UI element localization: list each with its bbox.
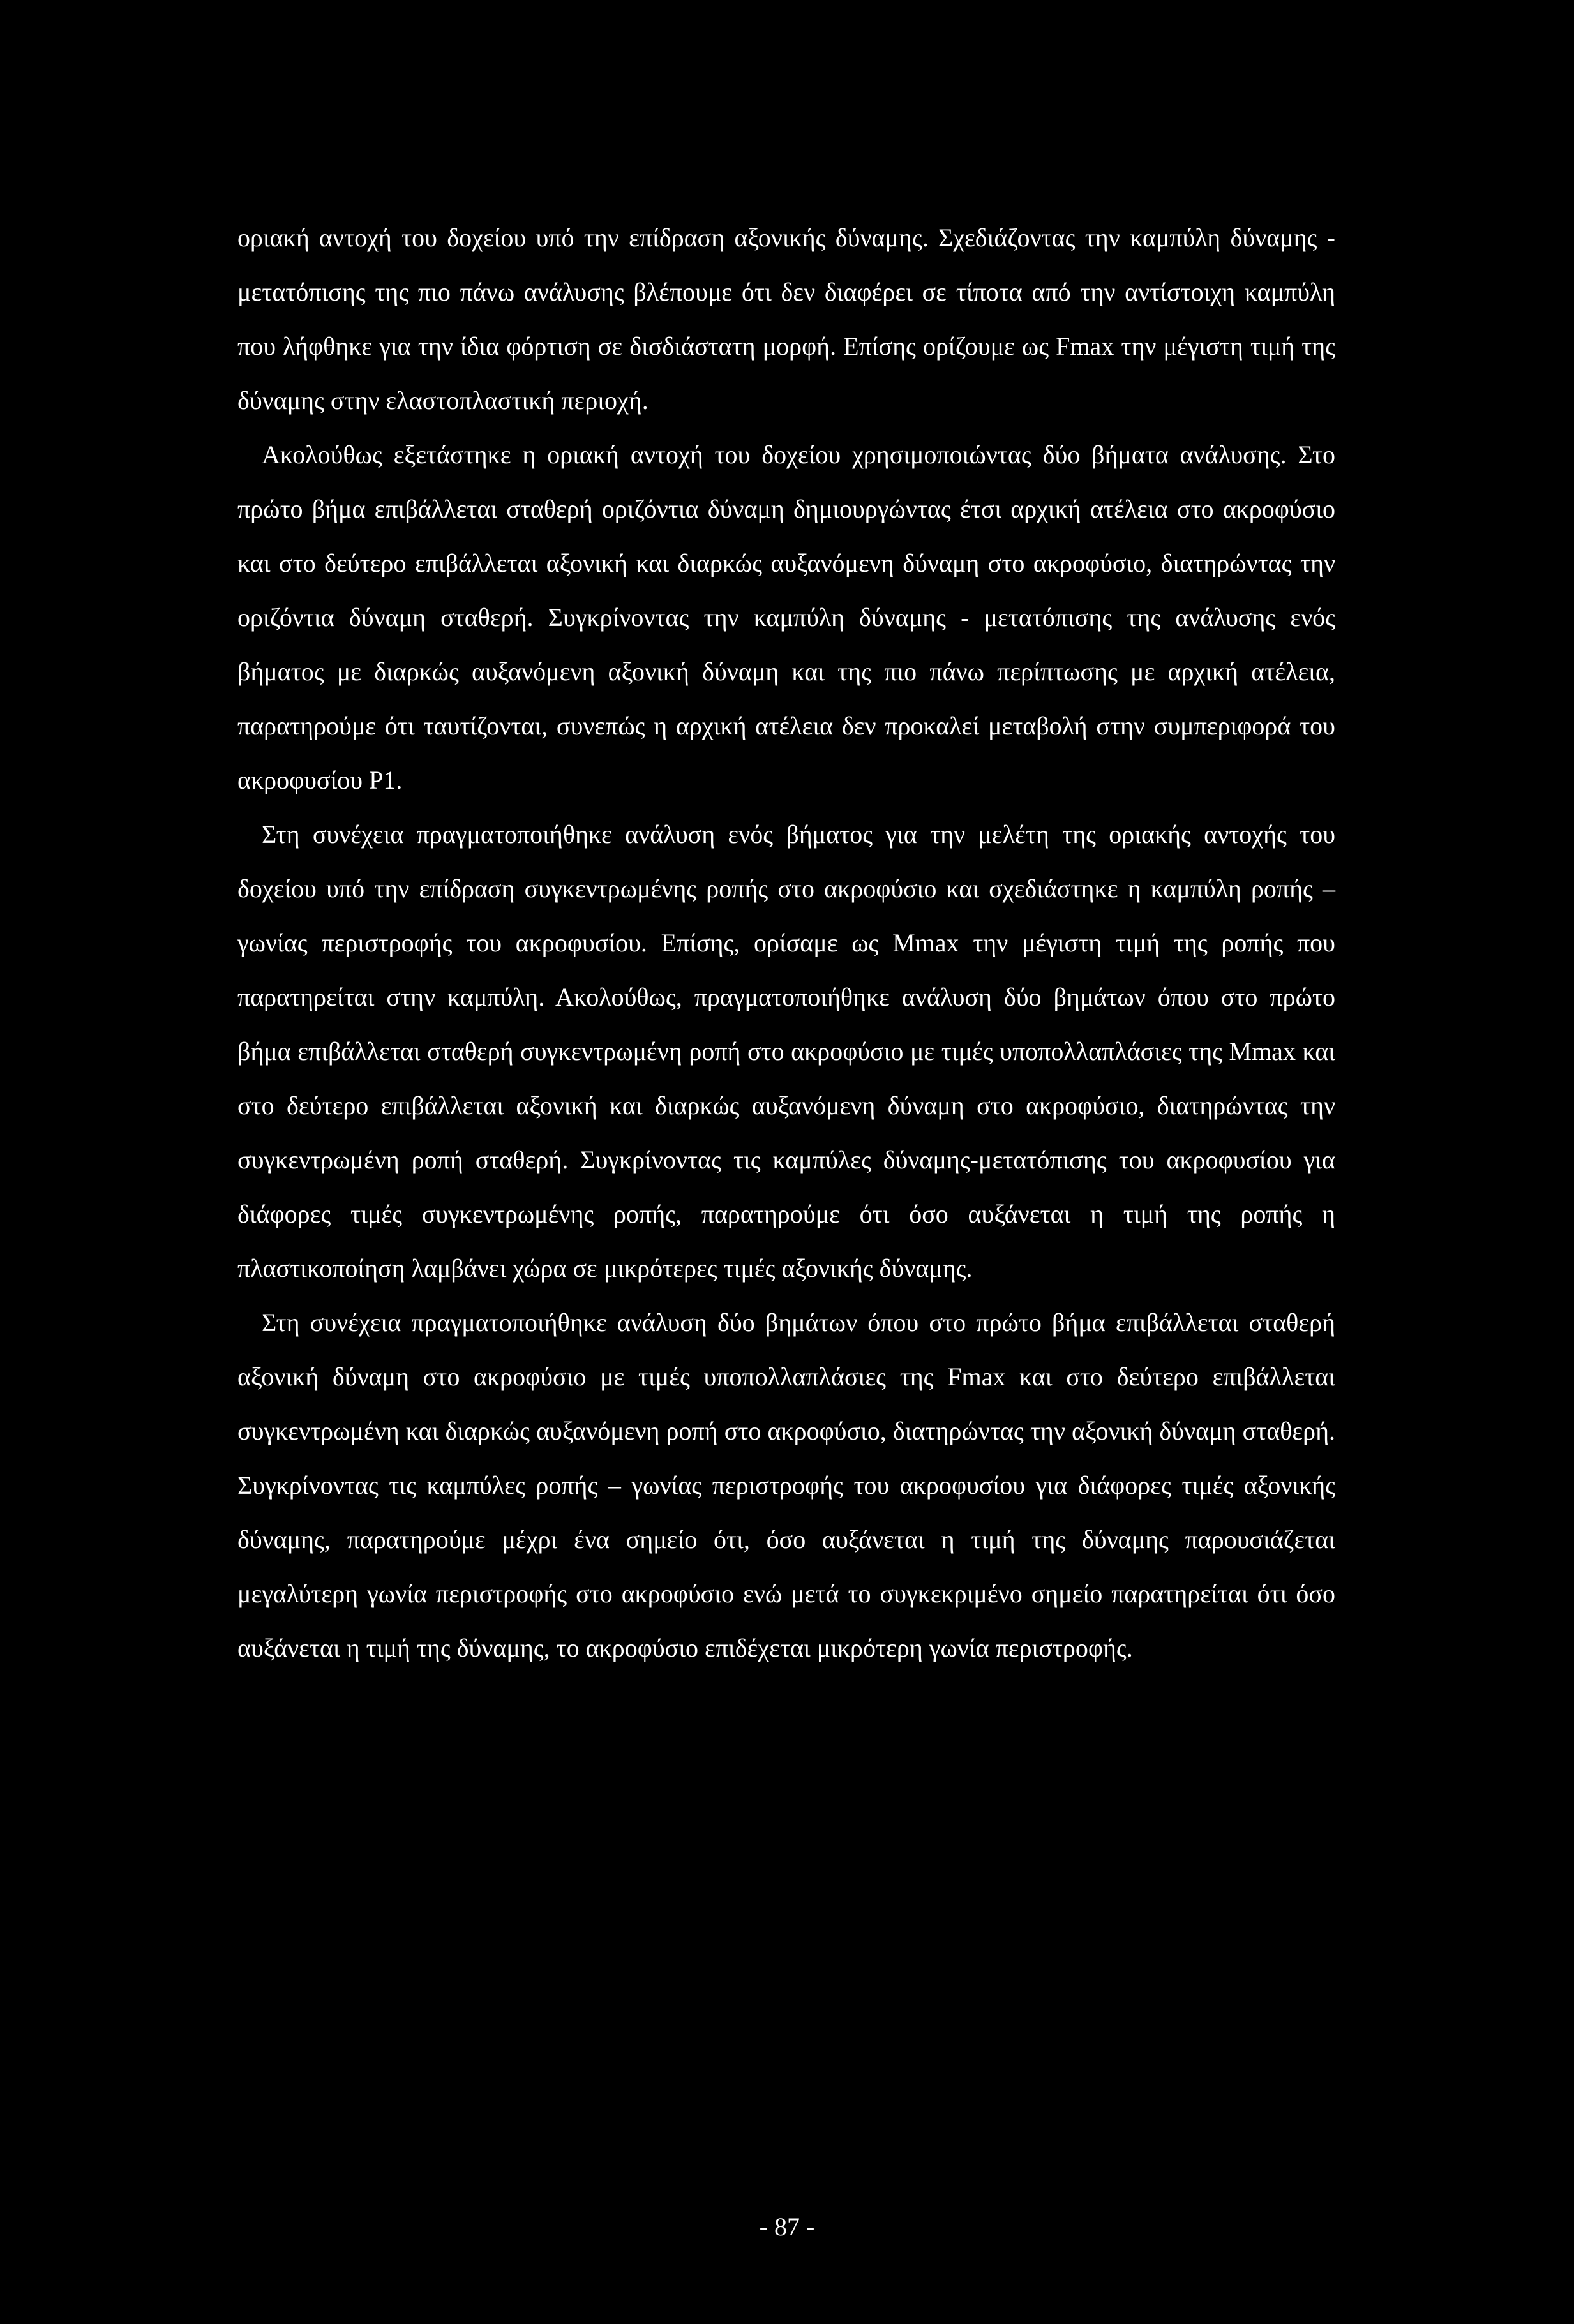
paragraph-3: Στη συνέχεια πραγματοποιήθηκε ανάλυση ενός βήματος για την μελέτη της οριακής αντοχής του δοχείου υπό την επίδραση συγκεντρωμένης ροπής στο ακροφύσιο και σχεδιάστηκε η καμπύλη ροπής – γωνίας περιστροφής του ακροφυσίου. Επίσης, ορίσαμε ως Mmax την μέγιστη τιμή της ροπής που παρατηρείται στην καμπύλη. Ακολούθως, πραγματοποιήθηκε ανάλυση δύο βημάτων όπου στο πρώτο βήμα επιβάλλεται σταθερή συγκεντρωμένη ροπή στο ακροφύσιο με τιμές υποπολλαπλάσιες της Mmax και στο δεύτερο επιβάλλεται αξονική και διαρκώς αυξανόμενη δύναμη στο ακροφύσιο, διατηρώντας την συγκεντρωμένη ροπή σταθερή. Συγκρίνοντας τις καμπύλες δύναμης-μετατόπισης του ακροφυσίου για διάφορες τιμές συγκεντρωμένης ροπής, παρατηρούμε ότι όσο αυξάνεται η τιμή της ροπής η πλαστικοποίηση λαμβάνει χώρα σε μικρότερες τιμές αξονικής δύναμης. [237, 820, 1335, 1283]
document-body [237, 211, 1335, 1675]
paragraph-2: Ακολούθως εξετάστηκε η οριακή αντοχή του δοχείου χρησιμοποιώντας δύο βήματα ανάλυσης. Στο πρώτο βήμα επιβάλλεται σταθερή οριζόντια δύναμη δημιουργώντας έτσι αρχική ατέλεια στο ακροφύσιο και στο δεύτερο επιβάλλεται αξονική και διαρκώς αυξανόμενη δύναμη στο ακροφύσιο, διατηρώντας την οριζόντια δύναμη σταθερή. Συγκρίνοντας την καμπύλη δύναμης - μετατόπισης της ανάλυσης ενός βήματος με διαρκώς αυξανόμενη αξονική δύναμη και της πιο πάνω περίπτωσης με αρχική ατέλεια, παρατηρούμε ότι ταυτίζονται, συνεπώς η αρχική ατέλεια δεν προκαλεί μεταβολή στην συμπεριφορά του ακροφυσίου P1. [237, 440, 1335, 794]
paragraph-4: Στη συνέχεια πραγματοποιήθηκε ανάλυση δύο βημάτων όπου στο πρώτο βήμα επιβάλλεται σταθερή αξονική δύναμη στο ακροφύσιο με τιμές υποπολλαπλάσιες της Fmax και στο δεύτερο επιβάλλεται συγκεντρωμένη και διαρκώς αυξανόμενη ροπή στο ακροφύσιο, διατηρώντας την αξονική δύναμη σταθερή. Συγκρίνοντας τις καμπύλες ροπής – γωνίας περιστροφής του ακροφυσίου για διάφορες τιμές αξονικής δύναμης, παρατηρούμε μέχρι ένα σημείο ότι, όσο αυξάνεται η τιμή της δύναμης παρουσιάζεται μεγαλύτερη γωνία περιστροφής στο ακροφύσιο ενώ μετά το συγκεκριμένο σημείο παρατηρείται ότι όσο αυξάνεται η τιμή της δύναμης, το ακροφύσιο επιδέχεται μικρότερη γωνία περιστροφής. [237, 1308, 1335, 1662]
page-number: - 87 - [759, 2212, 815, 2241]
paragraph-1: οριακή αντοχή του δοχείου υπό την επίδραση αξονικής δύναμης. Σχεδιάζοντας την καμπύλη δύναμης - μετατόπισης της πιο πάνω ανάλυσης βλέπουμε ότι δεν διαφέρει σε τίποτα από την αντίστοιχη καμπύλη που λήφθηκε για την ίδια φόρτιση σε δισδιάστατη μορφή. Επίσης ορίζουμε ως Fmax την μέγιστη τιμή της δύναμης στην ελαστοπλαστική περιοχή. [237, 223, 1335, 415]
